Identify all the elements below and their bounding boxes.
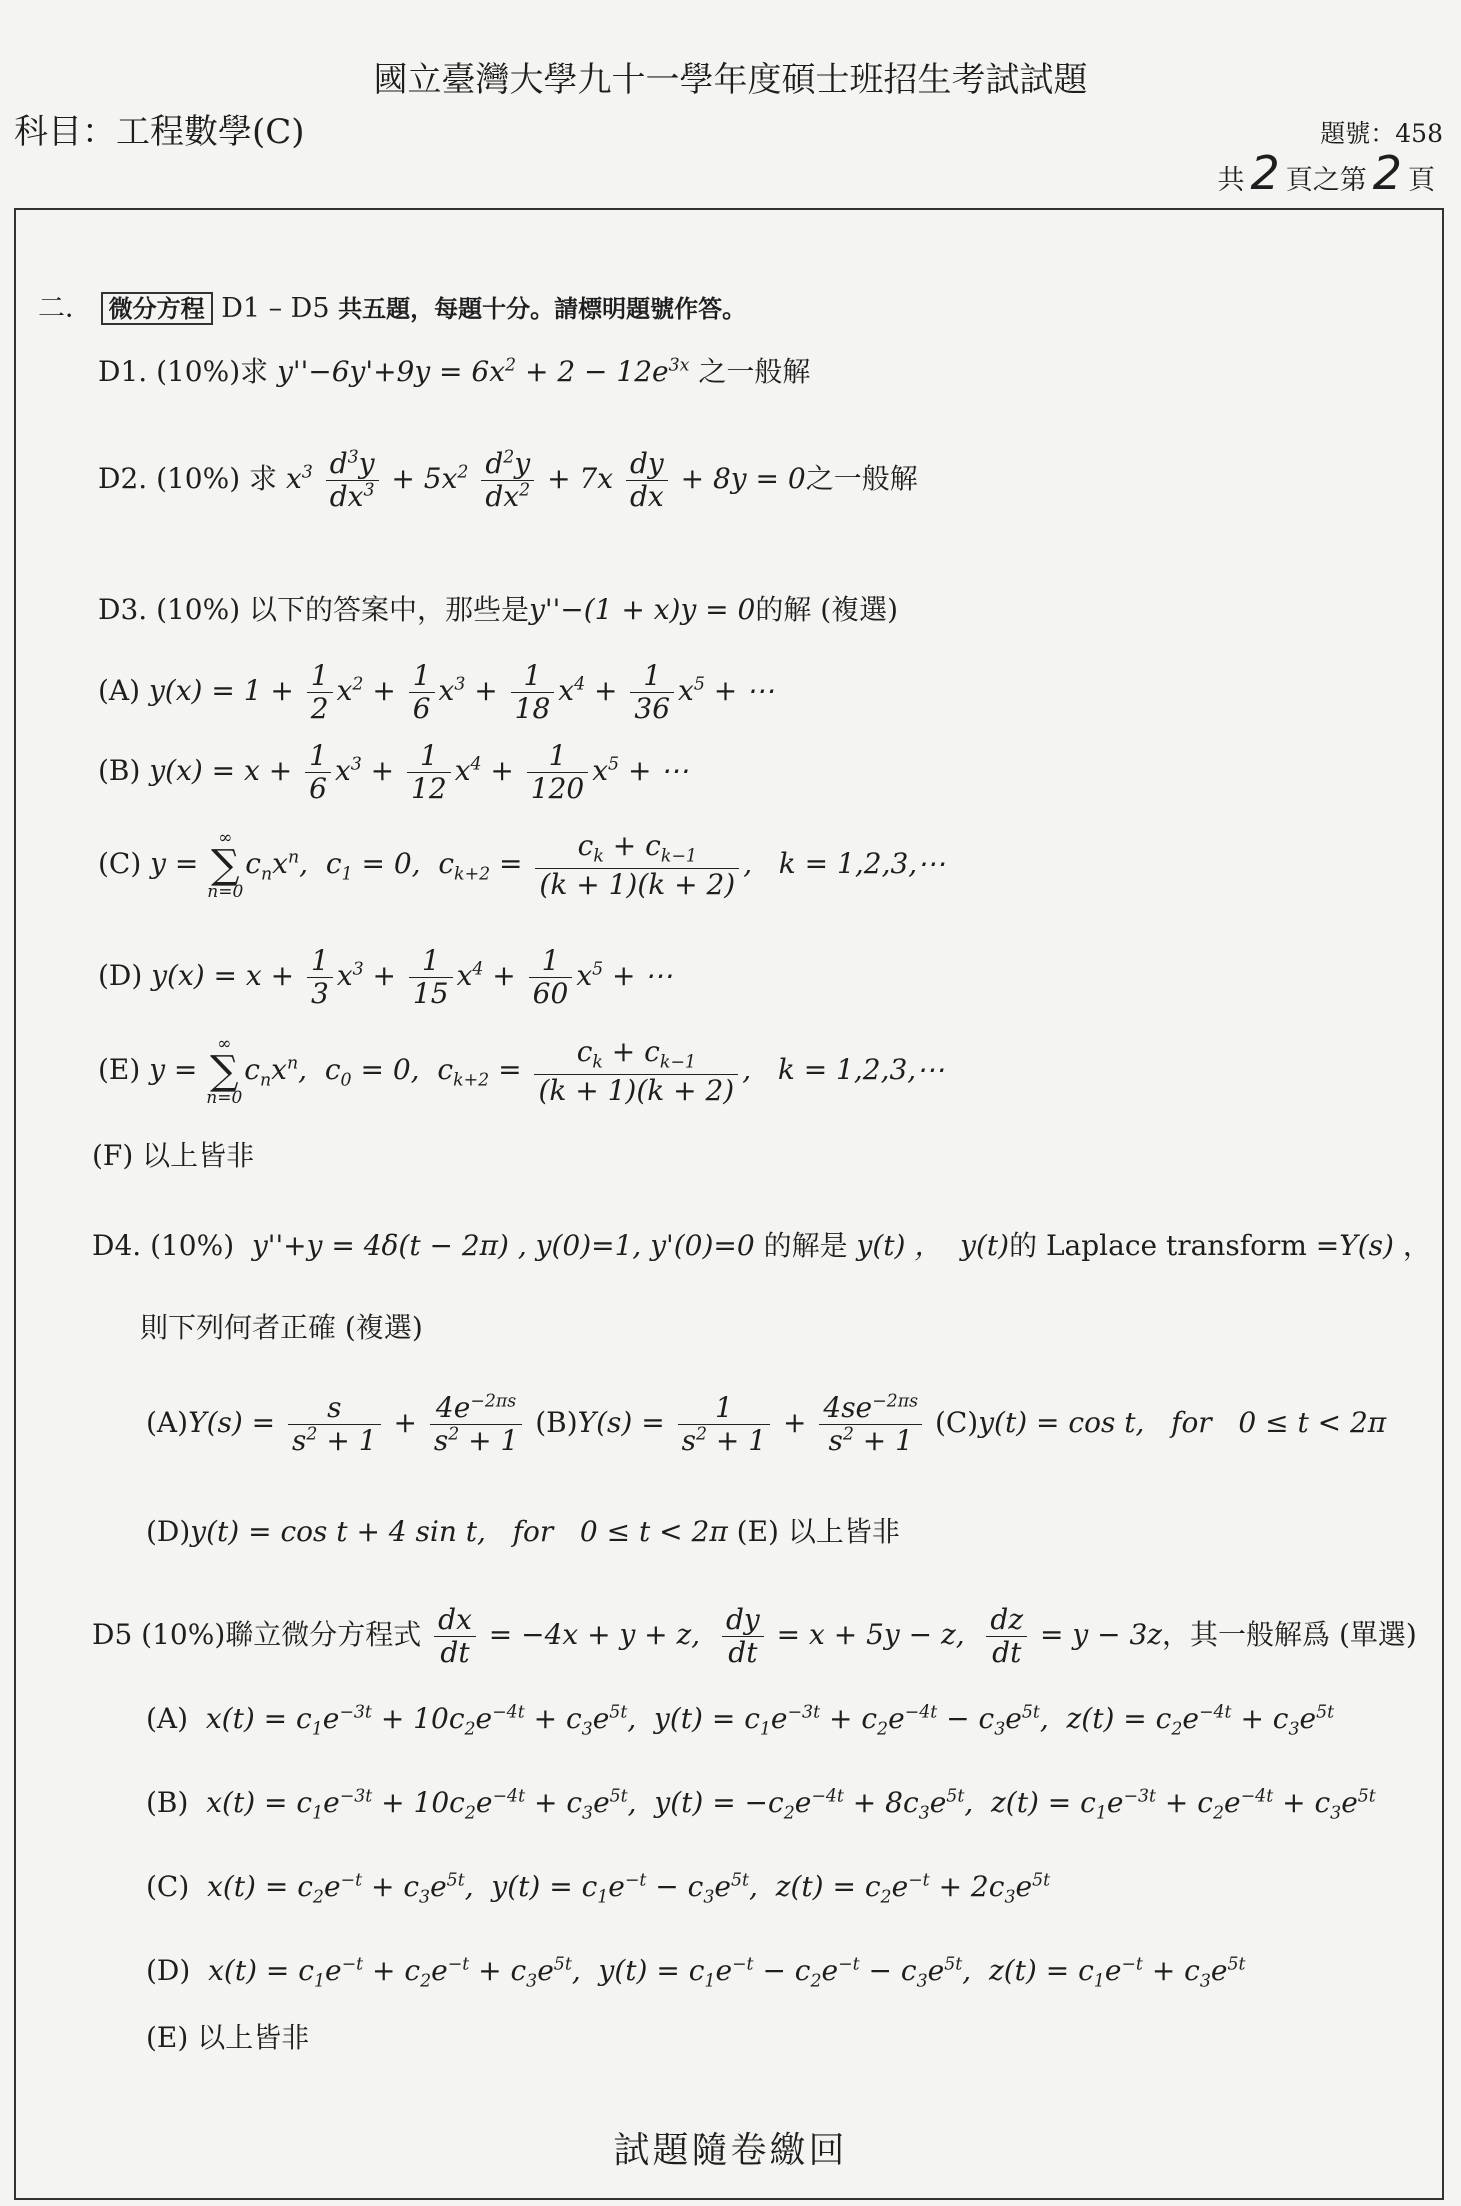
d1-tail: 之一般解: [698, 355, 811, 388]
d3-tail: 的解 (複選): [755, 593, 899, 626]
pages-prefix: 共: [1217, 165, 1245, 196]
d4-mid2: 的 Laplace transform =: [1009, 1229, 1340, 1262]
question-d5: D5 (10%)聯立微分方程式 $\frac{dx}{dt}$ = −4x + y + z, $\frac{dy}{dt}$ = x + 5y − z, $\frac{dz}{dt}$ = y − 3z，其一般解爲 (單選): [92, 1603, 1417, 1670]
subject-label: 科目：工程數學(C): [14, 112, 305, 152]
section-range: D1 – D5: [221, 293, 330, 324]
d3-option-c: (C) y = ∞ ∑ n=0 $c_nx^n$, $c_1 = 0$, $c_{k+2}$ = $\frac{c_k + c_{k-1}}{(k + 1)(k + 2)}$ , k = 1,2,3,⋯: [98, 828, 946, 903]
footer-note: 試題隨卷繳回: [613, 2130, 848, 2171]
d2-head: D2. (10%) 求: [98, 462, 278, 496]
section-number: 二．: [38, 293, 92, 324]
d5-option-c: (C) $x(t) = c_2e^{-t} + c_3e^{5t}$, $y(t) = c_1e^{-t} - c_3e^{5t}$, $z(t) = c_2e^{-t} + 2c_3e^{5t}$: [146, 1870, 1051, 1908]
d3-head: D3. (10%) 以下的答案中，那些是: [98, 593, 530, 626]
d4-option-e: (E) 以上皆非: [736, 1515, 900, 1548]
d2-equation: $x^3$ $\frac{d^3y}{dx^3}$ + $5x^2$ $\frac{d^2y}{dx^2}$ + 7x $\frac{dy}{dx}$ + 8y = 0: [285, 447, 806, 514]
d4-mid1: 的解是: [763, 1229, 848, 1262]
question-d2: [98, 448, 918, 513]
pages-total: 2: [1250, 146, 1280, 200]
d3-option-a: (A) y(x) = 1 + $\frac{1}{2}$ $x^2$ + $\frac{1}{6}$ $x^3$ + $\frac{1}{18}$ $x^4$ + $\frac{1}{36}$ $x^5$ + ⋯: [98, 659, 775, 726]
d4-options-abc: (A)Y(s) = $\frac{s}{s^2 + 1}$ + $\frac{4e^{-2\pi s}}{s^2 + 1}$ (B)Y(s) = $\frac{1}{s^2 + 1}$ + $\frac{4se^{-2\pi s}}{s^2 + 1}$ (C)y(t) = cos t, for 0 ≤ t < 2π: [146, 1391, 1387, 1458]
d1-head: D1. (10%)求: [98, 355, 269, 388]
pages-suffix: 頁: [1408, 165, 1435, 196]
question-d1: [98, 350, 810, 390]
d4-head: D4. (10%): [92, 1229, 235, 1262]
d3-equation: y''−(1 + x)y = 0: [529, 593, 756, 626]
d3-option-e: (E) y = ∞ ∑ n=0 $c_nx^n$, $c_0 = 0$, $c_{k+2}$ = $\frac{c_k + c_{k-1}}{(k + 1)(k + 2)}$ , k = 1,2,3,⋯: [98, 1034, 945, 1109]
d4-equation: y''+y = 4δ(t − 2π) , y(0)=1, y'(0)=0: [243, 1229, 755, 1262]
page-indicator: [1217, 146, 1435, 200]
d5-option-b: (B) $x(t) = c_1e^{-3t} + 10c_2e^{-4t} + c_3e^{5t}$, $y(t) = -c_2e^{-4t} + 8c_3e^{5t}$, $z(t) = c_1e^{-3t} + c_2e^{-4t} + c_3e^{5t}$: [146, 1786, 1376, 1824]
exam-title: 國立臺灣大學九十一學年度碩士班招生考試試題: [373, 60, 1088, 100]
d5-head: D5 (10%)聯立微分方程式: [92, 1618, 422, 1652]
d5-option-a: (A) $x(t) = c_1e^{-3t} + 10c_2e^{-4t} + c_3e^{5t}$, $y(t) = c_1e^{-3t} + c_2e^{-4t} - c_3e^{5t}$, $z(t) = c_2e^{-4t} + c_3e^{5t}$: [146, 1702, 1335, 1740]
d3-option-b: (B) y(x) = x + $\frac{1}{6}$ $x^3$ + $\frac{1}{12}$ $x^4$ + $\frac{1}{120}$ $x^5$ + ⋯: [98, 739, 689, 806]
question-d4: D4. (10%) y''+y = 4δ(t − 2π) , y(0)=1, y'(0)=0 的解是 y(t) ， y(t)的 Laplace transform =Y(s) ，: [92, 1229, 1431, 1262]
d4-options-de: (D)y(t) = cos t + 4 sin t, for 0 ≤ t < 2π (E) 以上皆非: [146, 1515, 900, 1548]
question-number: 題號：458: [1320, 119, 1443, 148]
d4-line2: 則下列何者正確 (複選): [140, 1311, 423, 1344]
d3-option-d: (D) y(x) = x + $\frac{1}{3}$ $x^3$ + $\frac{1}{15}$ $x^4$ + $\frac{1}{60}$ $x^5$ + ⋯: [98, 944, 673, 1011]
d5-tail: 其一般解爲 (單選): [1190, 1618, 1417, 1652]
d2-tail: 之一般解: [805, 462, 918, 496]
d5-system: $\frac{dx}{dt}$ = −4x + y + z, $\frac{dy}{dt}$ = x + 5y − z, $\frac{dz}{dt}$ = y − 3z: [421, 1618, 1162, 1651]
pages-current: 2: [1372, 146, 1402, 200]
pages-middle: 頁之第: [1285, 165, 1367, 196]
d5-option-e: (E) 以上皆非: [146, 2021, 310, 2054]
question-d3: [98, 588, 898, 628]
d5-option-d: (D) $x(t) = c_1e^{-t} + c_2e^{-t} + c_3e^{5t}$, $y(t) = c_1e^{-t} - c_2e^{-t} - c_3e^{5t}$, $z(t) = c_1e^{-t} + c_3e^{5t}$: [146, 1954, 1246, 1992]
section-label: 微分方程: [101, 292, 213, 325]
section-heading: [38, 286, 746, 325]
d3-option-f: (F) 以上皆非: [92, 1139, 255, 1172]
d1-equation: $y''-6y'+9y = 6x^2 + 2 - 12e^{3x}$: [277, 355, 690, 388]
section-instruction: 共五題，每題十分。請標明題號作答。: [338, 294, 747, 323]
